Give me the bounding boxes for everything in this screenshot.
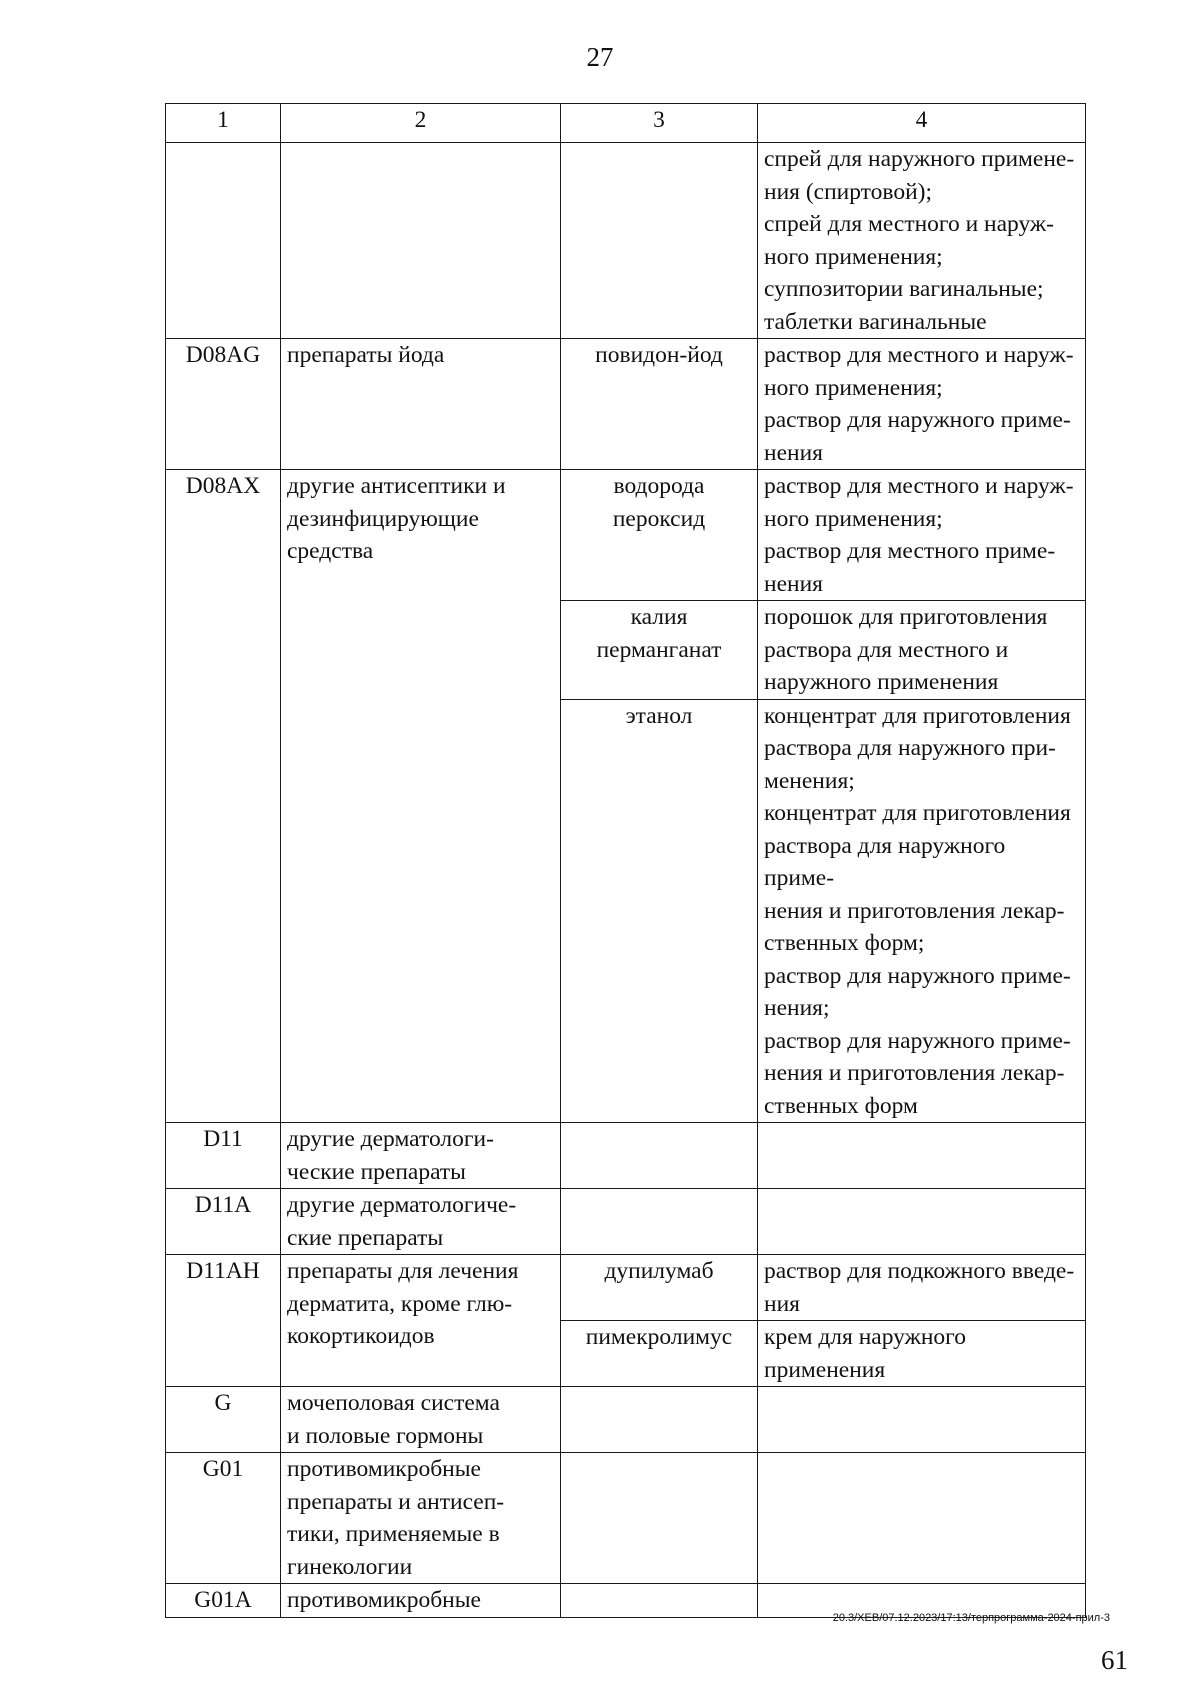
drug-name-cell: повидон-йод [561, 339, 758, 470]
atc-code-cell: G01 [166, 1453, 281, 1584]
group-name-cell: противомикробные [281, 1584, 561, 1618]
drug-name-cell: дупилумаб [561, 1255, 758, 1321]
group-name-cell: другие антисептики и дезинфицирующие средства [281, 470, 561, 1123]
footer-page-number: 61 [1101, 1645, 1128, 1675]
atc-code-cell: D08AX [166, 470, 281, 1123]
atc-code-cell [166, 143, 281, 339]
table-row [166, 1453, 1086, 1584]
dosage-form-cell: раствор для местного и наруж- ного применения; раствор для наружного приме- нения [758, 339, 1086, 470]
dosage-form-cell [758, 1453, 1086, 1584]
dosage-form-cell: спрей для наружного примене- ния (спиртовой); спрей для местного и наруж- ного применения; суппозитории вагинальные; таблетки вагинальные [758, 143, 1086, 339]
drug-table [165, 103, 1086, 1618]
table-row [166, 339, 1086, 470]
group-name-cell: препараты йода [281, 339, 561, 470]
dosage-form-cell: крем для наружного применения [758, 1321, 1086, 1387]
group-name-cell: другие дерматологи- ческие препараты [281, 1123, 561, 1189]
table-row [166, 143, 1086, 339]
header-row [166, 104, 1086, 143]
drug-name-cell: калия перманганат [561, 601, 758, 700]
dosage-form-cell: раствор для подкожного введе- ния [758, 1255, 1086, 1321]
drug-name-cell [561, 1453, 758, 1584]
dosage-form-cell: раствор для местного и наруж- ного применения; раствор для местного приме- нения [758, 470, 1086, 601]
drug-name-cell [561, 1387, 758, 1453]
drug-name-cell [561, 1584, 758, 1618]
header-col-2: 2 [281, 104, 561, 143]
drug-name-cell [561, 1189, 758, 1255]
atc-code-cell: D11A [166, 1189, 281, 1255]
atc-code-cell: G01A [166, 1584, 281, 1618]
atc-code-cell: D08AG [166, 339, 281, 470]
dosage-form-cell: порошок для приготовления раствора для местного и наружного применения [758, 601, 1086, 700]
drug-name-cell: пимекролимус [561, 1321, 758, 1387]
header-col-3: 3 [561, 104, 758, 143]
document-code: 20.3/ХЕВ/07.12.2023/17:13/терпрограмма-2024-прил-3 [832, 1612, 1110, 1624]
table-row [166, 1189, 1086, 1255]
header-col-4: 4 [758, 104, 1086, 143]
drug-name-cell: водорода пероксид [561, 470, 758, 601]
header-col-1: 1 [166, 104, 281, 143]
group-name-cell: противомикробные препараты и антисеп- тики, применяемые в гинекологии [281, 1453, 561, 1584]
drug-name-cell [561, 143, 758, 339]
group-name-cell: препараты для лечения дерматита, кроме глю- кокортикоидов [281, 1255, 561, 1387]
page-number: 27 [586, 42, 614, 72]
atc-code-cell: D11 [166, 1123, 281, 1189]
drug-name-cell: этанол [561, 699, 758, 1123]
dosage-form-cell [758, 1189, 1086, 1255]
group-name-cell: другие дерматологиче- ские препараты [281, 1189, 561, 1255]
table-row [166, 470, 1086, 601]
dosage-form-cell [758, 1387, 1086, 1453]
dosage-form-cell [758, 1123, 1086, 1189]
dosage-form-cell: концентрат для приготовления раствора для наружного при- менения; концентрат для приготовления раствора для наружного приме- нения и приготовления лекар- ственных форм; раствор для наружного приме- нения; раствор для наружного приме- нения и приготовления лекар- ственных форм [758, 699, 1086, 1123]
table-row [166, 1387, 1086, 1453]
table-body [166, 143, 1086, 1618]
table-row [166, 1255, 1086, 1321]
atc-code-cell: D11AH [166, 1255, 281, 1387]
group-name-cell [281, 143, 561, 339]
group-name-cell: мочеполовая система и половые гормоны [281, 1387, 561, 1453]
drug-name-cell [561, 1123, 758, 1189]
atc-code-cell: G [166, 1387, 281, 1453]
table-row [166, 1123, 1086, 1189]
